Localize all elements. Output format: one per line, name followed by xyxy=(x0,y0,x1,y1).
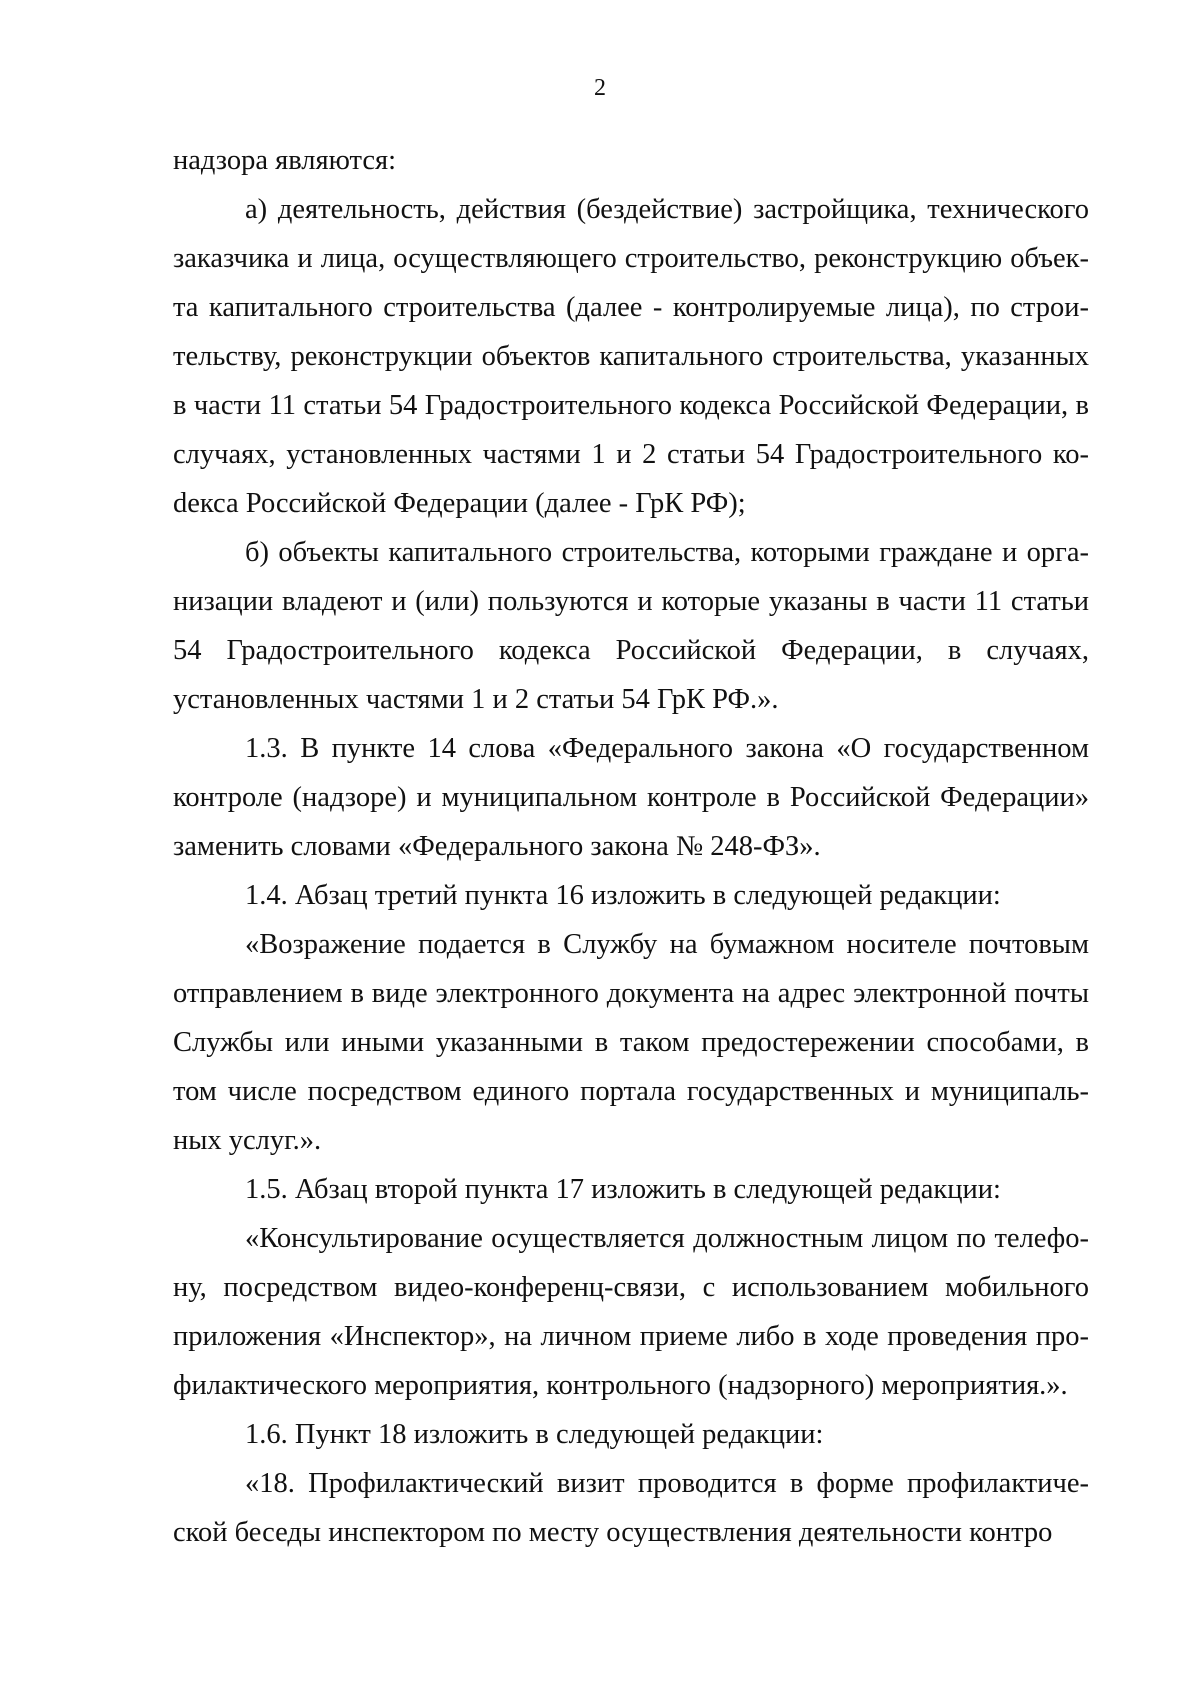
paragraph-1-3: 1.3. В пункте 14 слова «Федерального закона «О государственном контроле (надзоре) и муниципальном контроле в Российской Федерации» заменить словами «Федерального закона № 248-ФЗ». xyxy=(173,733,1089,862)
paragraph-1-6-quote: «18. Профилактический визит проводится в форме профилактической беседы инспектором по месту осуществления деятельности контро xyxy=(173,1468,1089,1548)
paragraph-item-a: а) деятельность, действия (бездействие) застройщика, технического заказчика и лица, осуществляющего строительство, реконструкцию объекта капитального строительства (далее - контролируемые лица), по строительству, реконструкции объектов капитального строительства, указанных в части 11 статьи 54 Градостроительного кодекса Российской Федерации, в случаях, установленных частями 1 и 2 статьи 54 Градостроительного коdекса Российской Федерации (далее - ГрК РФ); xyxy=(173,194,1089,519)
paragraph-1-4: 1.4. Абзац третий пункта 16 изложить в следующей редакции: xyxy=(245,880,1001,911)
document-body xyxy=(173,136,1089,1557)
paragraph-1-4-quote: «Возражение подается в Службу на бумажном носителе почтовым отправлением в виде электронного документа на адрес электронной почты Службы или иными указанными в таком предостережении способами, в том числе посредством единого портала государственных и муниципальных услуг.». xyxy=(173,929,1089,1156)
paragraph-item-b: б) объекты капитального строительства, которыми граждане и организации владеют и (или) пользуются и которые указаны в части 11 статьи 54 Градостроительного кодекса Российской Федерации, в случаях, установленных частями 1 и 2 статьи 54 ГрК РФ.». xyxy=(173,537,1089,715)
paragraph-1-5-quote: «Консультирование осуществляется должностным лицом по телефону, посредством видео-конференц-связи, с использованием мобильного приложения «Инспектор», на личном приеме либо в ходе проведения профилактического мероприятия, контрольного (надзорного) мероприятия.». xyxy=(173,1223,1089,1401)
paragraph-intro: надзора являются: xyxy=(173,145,397,176)
paragraph-1-5: 1.5. Абзац второй пункта 17 изложить в следующей редакции: xyxy=(245,1174,1001,1205)
page-number: 2 xyxy=(594,75,606,101)
paragraph-1-6: 1.6. Пункт 18 изложить в следующей редакции: xyxy=(245,1419,824,1450)
